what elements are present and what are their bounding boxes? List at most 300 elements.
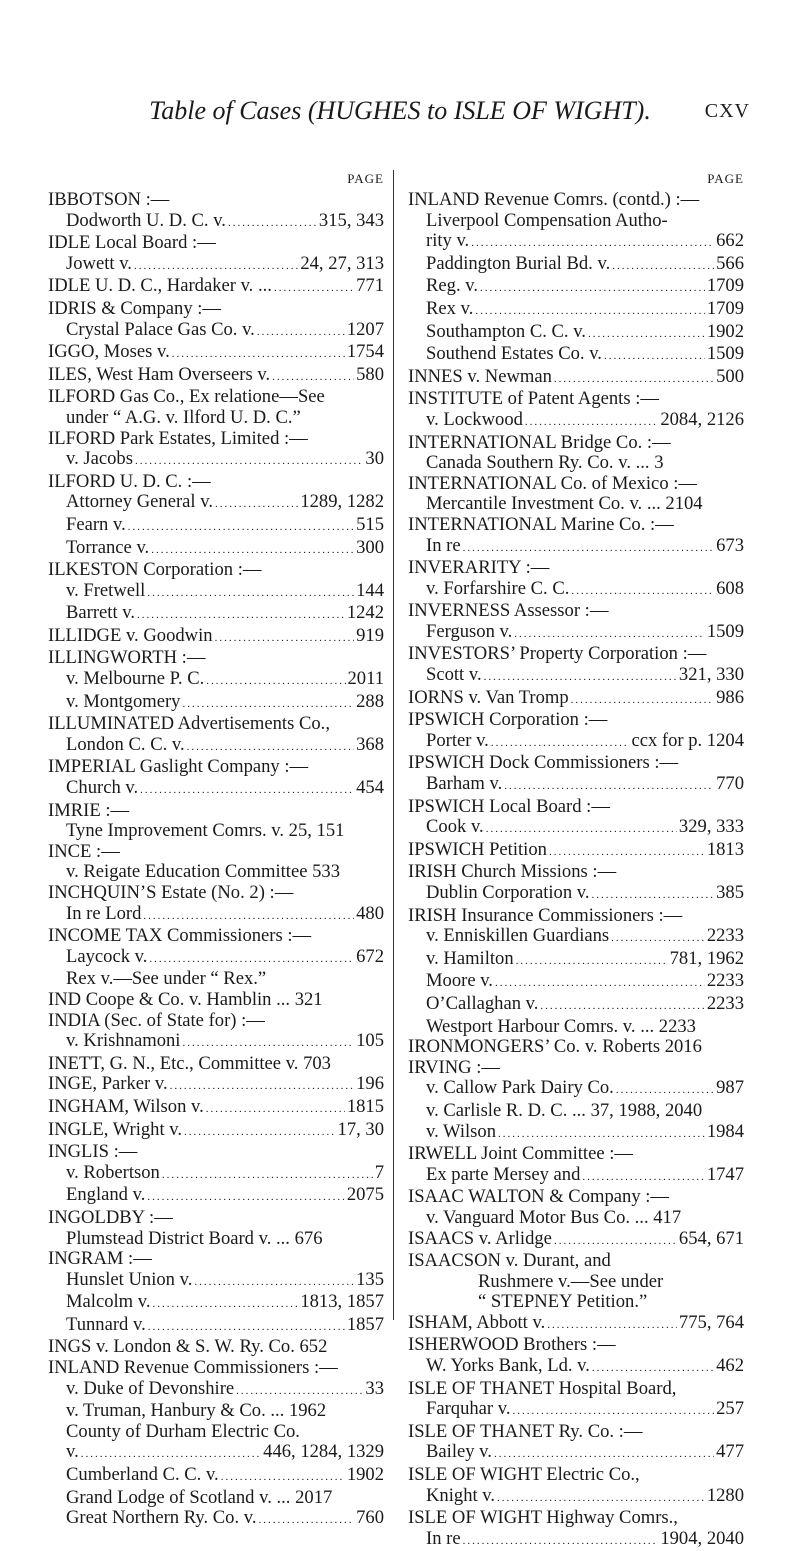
index-entry: IDRIS & Company :— <box>48 298 222 319</box>
index-entry: IRISH Insurance Commissioners :— <box>408 905 683 926</box>
index-entry <box>48 1163 384 1186</box>
entry-page: 775, 764 <box>678 1312 744 1333</box>
index-entry: Rushmere v.—See under <box>478 1271 664 1292</box>
dot-leader <box>611 928 705 949</box>
index-entry <box>408 949 744 972</box>
page-number: CXV <box>704 100 750 122</box>
index-entry <box>48 1097 384 1120</box>
entry-text: W. Yorks Bank, Ld. v. <box>426 1356 590 1377</box>
entry-text: Ex parte Mersey and <box>426 1164 581 1185</box>
dot-leader <box>236 1381 363 1402</box>
index-entry <box>408 344 744 367</box>
entry-text: Laycock v. <box>66 946 148 967</box>
index-entry: IND Coope & Co. v. Hamblin ... 321 <box>48 989 323 1010</box>
dot-leader <box>486 819 677 840</box>
entry-page: 135 <box>356 1269 384 1290</box>
index-entry: ISLE OF THANET Ry. Co. :— <box>408 1421 643 1442</box>
index-entry <box>48 1315 384 1338</box>
index-entry: Westport Harbour Comrs. v. ... 2233 <box>426 1016 696 1037</box>
entry-text: Bailey v. <box>426 1442 492 1463</box>
index-entry: IMPERIAL Gaslight Company :— <box>48 757 309 778</box>
index-entry <box>48 1031 384 1054</box>
index-entry <box>48 365 384 388</box>
dot-leader <box>272 367 354 388</box>
index-entry: INCE :— <box>48 841 120 862</box>
entry-page: 566 <box>716 253 744 274</box>
index-entry <box>48 276 384 299</box>
entry-page: 477 <box>716 1442 744 1463</box>
entry-text: Great Northern Ry. Co. v. <box>66 1508 257 1529</box>
index-entry <box>408 410 744 433</box>
entry-text: ISHAM, Abbott v. <box>408 1312 546 1333</box>
index-entry: INVERARITY :— <box>408 558 550 579</box>
dot-leader <box>604 346 705 367</box>
entry-page: 987 <box>716 1078 744 1099</box>
index-entry <box>48 1120 384 1143</box>
dot-leader <box>194 1272 354 1293</box>
dot-leader <box>554 369 714 390</box>
index-entry <box>408 840 744 863</box>
index-entry <box>408 254 744 277</box>
index-entry: INTERNATIONAL Bridge Co. :— <box>408 432 671 453</box>
dot-leader <box>549 842 705 863</box>
index-entry: INGLIS :— <box>48 1142 138 1163</box>
index-entry: ISAACSON v. Durant, and <box>408 1251 611 1272</box>
index-entry: under “ A.G. v. Ilford U. D. C.” <box>66 407 301 428</box>
index-entry: IPSWICH Corporation :— <box>408 710 608 731</box>
entry-page: ccx for p. 1204 <box>631 730 744 751</box>
entry-page: 2233 <box>706 971 744 992</box>
entry-page: 1709 <box>706 276 744 297</box>
dot-leader <box>616 1080 714 1101</box>
dot-leader <box>140 780 354 801</box>
entry-page: 662 <box>716 231 744 252</box>
index-entry: IRVING :— <box>408 1057 500 1078</box>
index-entry: IRONMONGERS’ Co. v. Roberts 2016 <box>408 1037 702 1058</box>
entry-text: Church v. <box>66 778 139 799</box>
index-entry <box>408 1313 744 1336</box>
entry-page: 673 <box>716 535 744 556</box>
dot-leader <box>153 1294 299 1315</box>
entry-text: Porter v. <box>426 730 489 751</box>
index-entry: ISLE OF WIGHT Electric Co., <box>408 1465 640 1486</box>
entry-text: ILLIDGE v. Goodwin <box>48 625 213 646</box>
entry-text: ILES, West Ham Overseers v. <box>48 364 271 385</box>
index-entry <box>408 367 744 390</box>
index-entry: ILFORD U. D. C. :— <box>48 471 211 492</box>
index-entry: INLAND Revenue Commissioners :— <box>48 1358 338 1379</box>
index-entry <box>48 692 384 715</box>
index-entry <box>48 1270 384 1293</box>
index-entry <box>48 947 384 970</box>
index-entry <box>408 276 744 299</box>
entry-page: 608 <box>716 578 744 599</box>
entry-text: Crystal Palace Gas Co. v. <box>66 319 255 340</box>
entry-page: 196 <box>356 1074 384 1095</box>
index-entry: v. Reigate Education Committee 533 <box>66 862 341 883</box>
dot-leader <box>516 951 668 972</box>
entry-page: 500 <box>716 366 744 387</box>
index-entry <box>408 231 744 254</box>
index-entry: INDIA (Sec. of State for) :— <box>48 1010 265 1031</box>
entry-page: 1754 <box>346 342 384 363</box>
entry-text: Torrance v. <box>66 537 150 558</box>
dot-leader <box>582 1167 704 1188</box>
index-entry: INSTITUTE of Patent Agents :— <box>408 389 659 410</box>
dot-leader <box>480 278 705 299</box>
index-entry <box>408 579 744 602</box>
entry-page: 986 <box>716 687 744 708</box>
dot-leader <box>540 996 704 1017</box>
entry-page: 2084, 2126 <box>660 409 744 430</box>
entry-text: Attorney General v. <box>66 492 213 513</box>
entry-text: Barrett v. <box>66 603 136 624</box>
index-entry <box>48 581 384 604</box>
page-column-label: PAGE <box>707 171 744 186</box>
entry-text: v. Lockwood <box>426 409 523 430</box>
index-entry <box>408 971 744 994</box>
index-entry: Grand Lodge of Scotland v. ... 2017 <box>66 1487 333 1508</box>
entry-text: Knight v. <box>426 1485 496 1506</box>
entry-page: 781, 1962 <box>669 948 744 969</box>
entry-text: In re Lord <box>66 903 142 924</box>
index-entry <box>408 1442 744 1465</box>
entry-text: O’Callaghan v. <box>426 993 539 1014</box>
index-entry <box>48 515 384 538</box>
dot-leader <box>554 1231 677 1252</box>
entry-page: 7 <box>374 1162 384 1183</box>
entry-page: 30 <box>365 449 384 470</box>
entry-page: 288 <box>356 691 384 712</box>
index-entry <box>48 254 384 277</box>
dot-leader <box>149 949 354 970</box>
index-entry: INCHQUIN’S Estate (No. 2) :— <box>48 883 294 903</box>
entry-page: 105 <box>356 1031 384 1052</box>
entry-page: 919 <box>356 625 384 646</box>
index-entry <box>408 688 744 711</box>
entry-text: Barham v. <box>426 774 503 795</box>
page-title: Table of Cases (HUGHES to ISLE OF WIGHT). <box>149 96 651 125</box>
entry-text: Cook v. <box>426 817 484 838</box>
entry-text: In re <box>426 535 461 556</box>
dot-leader <box>514 624 705 645</box>
index-entry: ISHERWOOD Brothers :— <box>408 1335 616 1356</box>
entry-text: Rex v. <box>426 298 474 319</box>
index-entry <box>48 735 384 758</box>
entry-text: Fearn v. <box>66 514 126 535</box>
dot-leader <box>162 1165 373 1186</box>
entry-text: v. Jacobs <box>66 449 133 470</box>
dot-leader <box>147 1187 344 1208</box>
index-entry: INVESTORS’ Property Corporation :— <box>408 644 707 665</box>
entry-text: INGHAM, Wilson v. <box>48 1096 204 1117</box>
entry-page: 315, 343 <box>318 210 384 231</box>
entry-page: 760 <box>356 1508 384 1529</box>
entry-text: v. Robertson <box>66 1162 160 1183</box>
index-entry: ISLE OF WIGHT Highway Comrs., <box>408 1508 678 1529</box>
index-entry <box>408 994 744 1017</box>
index-entry <box>408 322 744 345</box>
entry-text: Hunslet Union v. <box>66 1269 193 1290</box>
entry-page: 1813, 1857 <box>300 1292 384 1313</box>
entry-page: 654, 671 <box>678 1228 744 1249</box>
index-entry: “ STEPNEY Petition.” <box>478 1292 648 1313</box>
dot-leader <box>463 1531 659 1551</box>
entry-page: 257 <box>716 1399 744 1420</box>
index-entry <box>48 1465 384 1488</box>
entry-text: v. Montgomery <box>66 691 181 712</box>
index-entry: ILFORD Gas Co., Ex relatione—See <box>48 387 325 408</box>
dot-leader <box>498 1124 705 1145</box>
index-entry <box>48 1508 384 1531</box>
entry-text: INGLE, Wright v. <box>48 1119 183 1140</box>
entry-text: Dublin Corporation v. <box>426 883 590 903</box>
index-entry <box>48 1185 384 1208</box>
entry-text: Ferguson v. <box>426 621 513 642</box>
index-entry: INETT, G. N., Etc., Committee v. 703 <box>48 1053 331 1074</box>
page-header <box>0 96 800 136</box>
entry-page: 1280 <box>706 1485 744 1506</box>
index-entry: Canada Southern Ry. Co. v. ... 3 <box>426 453 664 474</box>
entry-text: In re <box>426 1528 461 1549</box>
dot-leader <box>148 1317 345 1338</box>
index-entry: County of Durham Electric Co. <box>66 1421 300 1442</box>
dot-leader <box>182 1033 354 1054</box>
index-entry <box>408 1356 744 1379</box>
dot-leader <box>592 1358 714 1379</box>
dot-leader <box>491 733 630 754</box>
dot-leader <box>547 1315 677 1336</box>
index-entry <box>48 449 384 472</box>
entry-text: IORNS v. Van Tromp <box>408 687 569 708</box>
index-entry: IMRIE :— <box>48 800 130 821</box>
entry-text: Scott v. <box>426 665 482 686</box>
entry-text: Southend Estates Co. v. <box>426 344 602 365</box>
dot-leader <box>187 737 354 758</box>
index-entry: ISAAC WALTON & Company :— <box>408 1187 670 1208</box>
entry-page: 446, 1284, 1329 <box>263 1442 384 1463</box>
index-entry: Rex v.—See under “ Rex.” <box>66 969 267 990</box>
index-entry <box>408 731 744 754</box>
dot-leader <box>274 278 354 299</box>
dot-leader <box>463 538 715 559</box>
entry-text: v. Enniskillen Guardians <box>426 926 610 947</box>
index-entry: IPSWICH Local Board :— <box>408 796 610 817</box>
entry-page: 1813 <box>706 839 744 860</box>
dot-leader <box>81 1444 261 1465</box>
entry-page: 1509 <box>706 621 744 642</box>
index-entry <box>48 492 384 515</box>
entry-page: 17, 30 <box>337 1119 384 1140</box>
entry-page: 144 <box>356 580 384 601</box>
entry-page: 1747 <box>706 1164 744 1185</box>
entry-page: 329, 333 <box>678 817 744 838</box>
entry-page: 321, 330 <box>678 665 744 686</box>
entry-text: v. Wilson <box>426 1121 497 1142</box>
index-entry: ISLE OF THANET Hospital Board, <box>408 1378 677 1399</box>
index-entry: Liverpool Compensation Autho- <box>426 210 668 231</box>
dot-leader <box>504 776 714 797</box>
dot-leader <box>172 344 345 365</box>
index-entry: INGOLDBY :— <box>48 1207 173 1228</box>
entry-text: Tunnard v. <box>66 1314 146 1335</box>
dot-leader <box>228 213 317 234</box>
index-entry: INGS v. London & S. W. Ry. Co. 652 <box>48 1337 328 1358</box>
index-entry: v. Truman, Hanbury & Co. ... 1962 <box>66 1401 327 1422</box>
index-entry: Mercantile Investment Co. v. ... 2104 <box>426 494 703 515</box>
dot-leader <box>484 667 677 688</box>
right-column <box>408 168 744 1551</box>
dot-leader <box>128 517 354 538</box>
index-entry <box>408 536 744 559</box>
dot-leader <box>513 1401 715 1422</box>
index-entry <box>48 320 384 343</box>
dot-leader <box>592 885 715 906</box>
index-entry <box>48 904 384 927</box>
dot-leader <box>571 581 714 602</box>
entry-text: rity v. <box>426 231 470 252</box>
entry-text: England v. <box>66 1185 146 1206</box>
entry-text: Jowett v. <box>66 253 132 274</box>
index-entry <box>48 778 384 801</box>
entry-page: 515 <box>356 514 384 535</box>
index-entry <box>48 669 384 692</box>
dot-leader <box>525 412 658 433</box>
entry-page: 2075 <box>346 1185 384 1206</box>
entry-page: 1509 <box>706 344 744 365</box>
index-entry <box>408 1122 744 1145</box>
entry-text: v. Fretwell <box>66 580 146 601</box>
entry-page: 300 <box>356 537 384 558</box>
dot-leader <box>475 301 704 322</box>
index-entry <box>408 1229 744 1252</box>
entry-page: 580 <box>356 364 384 385</box>
index-entry <box>408 817 744 840</box>
dot-leader <box>221 1467 345 1488</box>
dot-leader <box>571 690 714 711</box>
entry-page: 385 <box>716 883 744 903</box>
index-entry: ILFORD Park Estates, Limited :— <box>48 428 308 449</box>
index-entry <box>48 1074 384 1097</box>
entry-text: v. Callow Park Dairy Co. <box>426 1078 614 1099</box>
dot-leader <box>135 451 363 472</box>
index-entry <box>48 342 384 365</box>
index-entry: Plumstead District Board v. ... 676 <box>66 1228 323 1249</box>
entry-text: v. Forfarshire C. C. <box>426 578 570 599</box>
index-entry: INVERNESS Assessor :— <box>408 601 609 622</box>
entry-page: 462 <box>716 1356 744 1377</box>
index-entry <box>408 774 744 797</box>
dot-leader <box>588 324 705 345</box>
entry-page: 1902 <box>706 321 744 342</box>
index-entry <box>408 883 744 906</box>
entry-text: v. Duke of Devonshire <box>66 1378 235 1399</box>
entry-text: Malcolm v. <box>66 1292 151 1313</box>
index-entry <box>408 1529 744 1551</box>
dot-leader <box>143 906 354 927</box>
index-entry: ILKESTON Corporation :— <box>48 560 262 581</box>
index-entry: IRWELL Joint Committee :— <box>408 1144 633 1165</box>
entry-text: INGE, Parker v. <box>48 1074 168 1095</box>
entry-page: 1289, 1282 <box>300 492 384 513</box>
entry-text: Paddington Burial Bd. v. <box>426 253 611 274</box>
entry-page: 2011 <box>347 669 384 690</box>
entry-text: v. <box>66 1442 79 1463</box>
dot-leader <box>170 1076 354 1097</box>
index-entry <box>48 603 384 626</box>
index-entry <box>48 1292 384 1315</box>
dot-leader <box>184 1122 335 1143</box>
dot-leader <box>137 605 345 626</box>
index-entry: ILLUMINATED Advertisements Co., <box>48 714 330 735</box>
dot-leader <box>612 256 714 277</box>
index-entry: INTERNATIONAL Co. of Mexico :— <box>408 473 698 494</box>
entry-text: v. Hamilton <box>426 948 514 969</box>
left-column <box>48 168 384 1531</box>
entry-page: 2233 <box>706 993 744 1014</box>
index-entry <box>48 538 384 561</box>
dot-leader <box>471 233 714 254</box>
entry-page: 1857 <box>346 1314 384 1335</box>
entry-text: Southampton C. C. v. <box>426 321 586 342</box>
index-entry <box>48 1379 384 1402</box>
entry-page: 33 <box>365 1378 384 1399</box>
entry-text: Dodworth U. D. C. v. <box>66 210 226 231</box>
dot-leader <box>215 628 355 649</box>
entry-text: INNES v. Newman <box>408 366 552 387</box>
entry-page: 368 <box>356 734 384 755</box>
entry-text: Reg. v. <box>426 276 478 297</box>
dot-leader <box>182 694 354 715</box>
index-entry: IPSWICH Dock Commissioners :— <box>408 753 679 774</box>
index-entry: v. Carlisle R. D. C. ... 37, 1988, 2040 <box>426 1100 703 1121</box>
index-entry: IBBOTSON :— <box>48 190 170 210</box>
entry-text: v. Krishnamoni <box>66 1031 181 1052</box>
dot-leader <box>134 256 298 277</box>
entry-text: IDLE U. D. C., Hardaker v. ... <box>48 276 272 297</box>
entry-page: 480 <box>356 903 384 924</box>
entry-text: IGGO, Moses v. <box>48 342 170 363</box>
entry-page: 1904, 2040 <box>660 1528 744 1549</box>
index-entry: ILLINGWORTH :— <box>48 648 206 669</box>
entry-page: 1984 <box>706 1121 744 1142</box>
entry-text: Moore v. <box>426 971 493 992</box>
index-entry <box>408 1486 744 1509</box>
index-entry: INTERNATIONAL Marine Co. :— <box>408 514 674 535</box>
index-entry <box>48 1442 384 1465</box>
index-entry <box>408 1165 744 1188</box>
dot-leader <box>206 1099 345 1120</box>
index-entry: INLAND Revenue Comrs. (contd.) :— <box>408 190 700 210</box>
index-entry: INCOME TAX Commissioners :— <box>48 926 312 947</box>
entry-page: 2233 <box>706 926 744 947</box>
index-entry <box>408 299 744 322</box>
index-entry: Tyne Improvement Comrs. v. 25, 151 <box>66 821 345 842</box>
index-entry: IDLE Local Board :— <box>48 233 216 254</box>
entry-page: 1902 <box>346 1465 384 1486</box>
entry-page: 1207 <box>346 319 384 340</box>
dot-leader <box>206 671 345 692</box>
entry-page: 1709 <box>706 298 744 319</box>
index-entry <box>408 622 744 645</box>
entry-page: 24, 27, 313 <box>300 253 384 274</box>
entry-page: 1242 <box>346 603 384 624</box>
entry-page: 771 <box>356 276 384 297</box>
index-entry: IRISH Church Missions :— <box>408 862 617 883</box>
index-entry <box>48 211 384 234</box>
dot-leader <box>497 1488 705 1509</box>
index-entry <box>408 1078 744 1101</box>
